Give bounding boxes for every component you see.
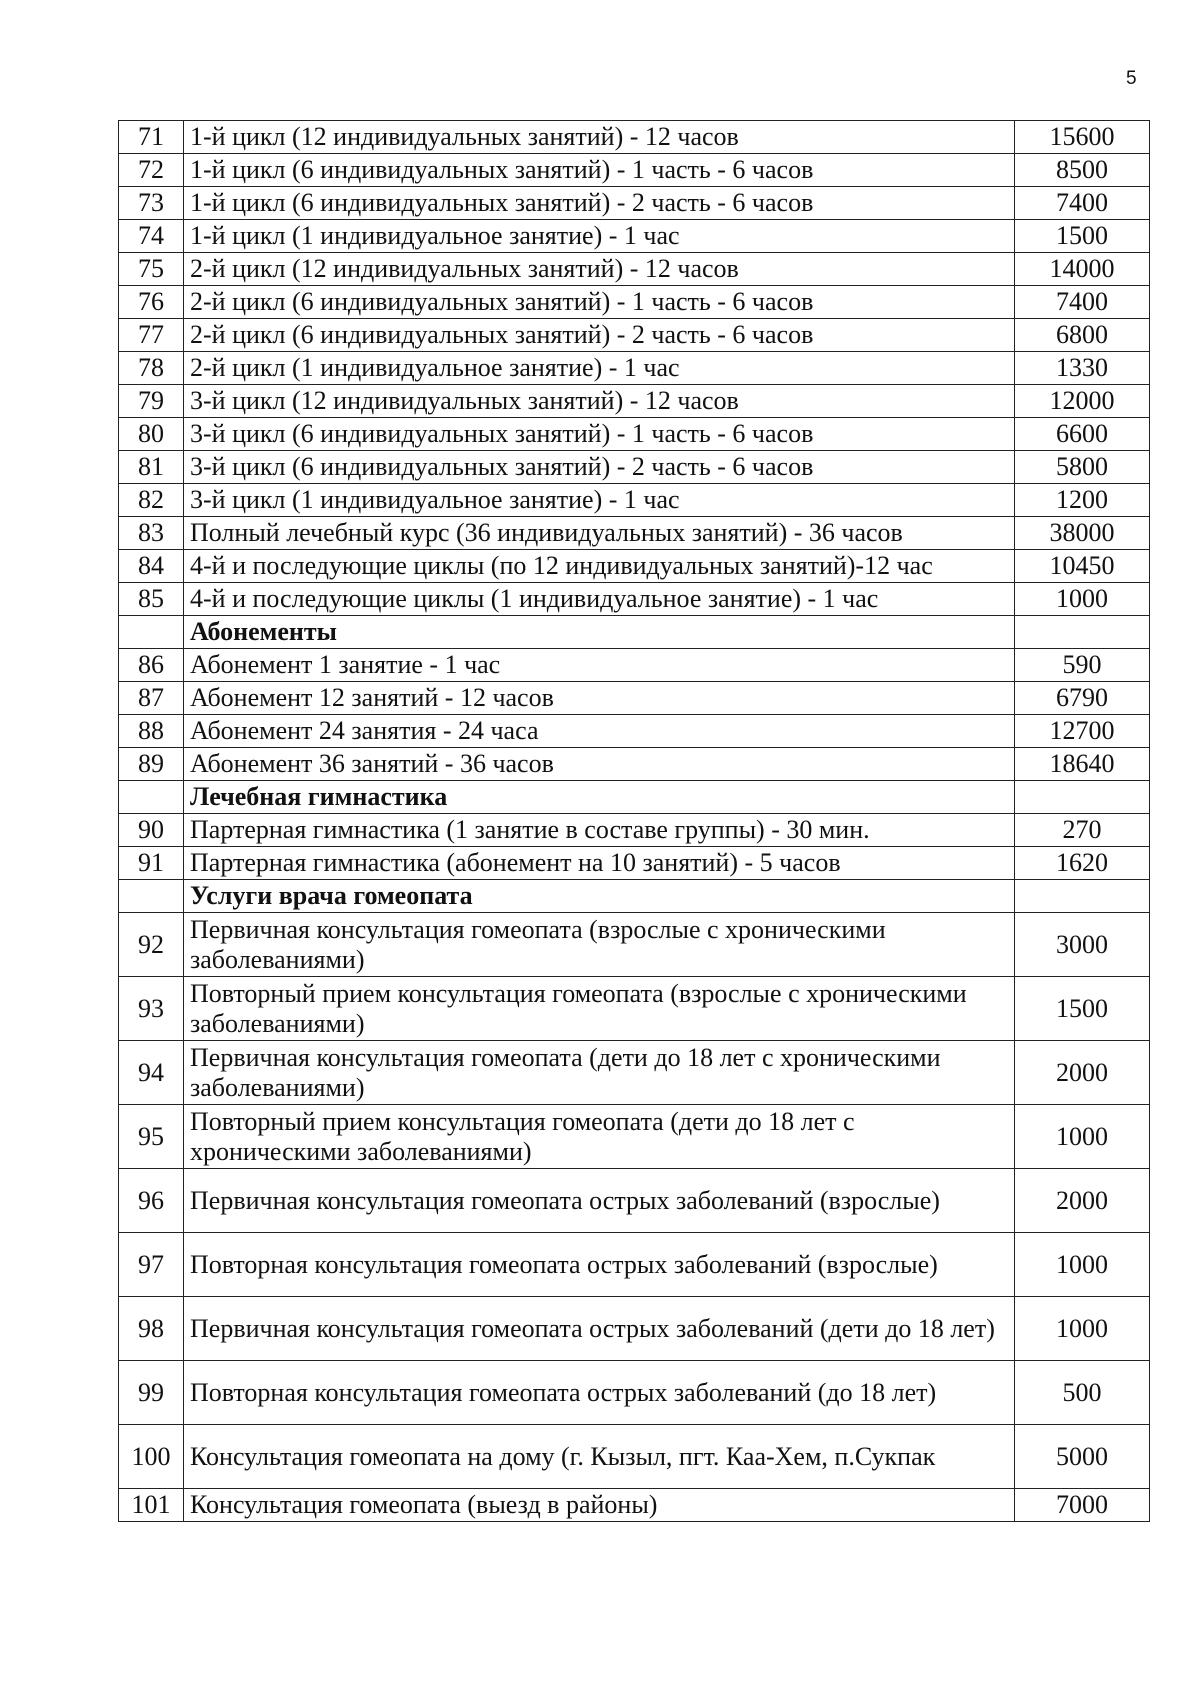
section-title: Лечебная гимнастика <box>184 781 1015 814</box>
service-name: Повторная консультация гомеопата острых заболеваний (до 18 лет) <box>184 1361 1015 1425</box>
price-table-body <box>119 121 1150 1522</box>
service-name: Консультация гомеопата (выезд в районы) <box>184 1489 1015 1522</box>
service-name: Повторный прием консультация гомеопата (дети до 18 лет с хроническими заболеваниями) <box>184 1105 1015 1169</box>
table-row <box>119 154 1150 187</box>
service-price: 1000 <box>1015 583 1150 616</box>
table-row <box>119 1361 1150 1425</box>
service-price: 2000 <box>1015 1169 1150 1233</box>
row-number: 94 <box>119 1041 184 1105</box>
service-name: 1-й цикл (6 индивидуальных занятий) - 2 часть - 6 часов <box>184 187 1015 220</box>
row-number: 81 <box>119 451 184 484</box>
row-number: 96 <box>119 1169 184 1233</box>
service-name: 2-й цикл (6 индивидуальных занятий) - 1 часть - 6 часов <box>184 286 1015 319</box>
service-name: 4-й и последующие циклы (1 индивидуальное занятие) - 1 час <box>184 583 1015 616</box>
table-row <box>119 418 1150 451</box>
section-header-row <box>119 880 1150 913</box>
service-price <box>1015 880 1150 913</box>
table-row <box>119 550 1150 583</box>
row-number: 87 <box>119 682 184 715</box>
service-name: Абонемент 36 занятий - 36 часов <box>184 748 1015 781</box>
table-row <box>119 1425 1150 1489</box>
service-name: Первичная консультация гомеопата (взрослые с хроническими заболеваниями) <box>184 913 1015 977</box>
service-price: 5800 <box>1015 451 1150 484</box>
service-price: 5000 <box>1015 1425 1150 1489</box>
table-row <box>119 977 1150 1041</box>
price-table <box>118 120 1150 1522</box>
service-name: Абонемент 24 занятия - 24 часа <box>184 715 1015 748</box>
service-price: 270 <box>1015 814 1150 847</box>
service-price: 1500 <box>1015 977 1150 1041</box>
service-price: 14000 <box>1015 253 1150 286</box>
service-price: 1000 <box>1015 1297 1150 1361</box>
row-number: 80 <box>119 418 184 451</box>
service-name: Консультация гомеопата на дому (г. Кызыл, пгт. Каа-Хем, п.Сукпак <box>184 1425 1015 1489</box>
row-number: 77 <box>119 319 184 352</box>
row-number: 76 <box>119 286 184 319</box>
row-number <box>119 880 184 913</box>
row-number <box>119 781 184 814</box>
row-number: 71 <box>119 121 184 154</box>
service-name: 2-й цикл (12 индивидуальных занятий) - 12 часов <box>184 253 1015 286</box>
row-number: 98 <box>119 1297 184 1361</box>
service-name: 1-й цикл (6 индивидуальных занятий) - 1 часть - 6 часов <box>184 154 1015 187</box>
row-number: 89 <box>119 748 184 781</box>
row-number: 92 <box>119 913 184 977</box>
service-price: 15600 <box>1015 121 1150 154</box>
service-name: Абонемент 12 занятий - 12 часов <box>184 682 1015 715</box>
table-row <box>119 1233 1150 1297</box>
service-price: 18640 <box>1015 748 1150 781</box>
service-price: 500 <box>1015 1361 1150 1425</box>
service-name: Абонемент 1 занятие - 1 час <box>184 649 1015 682</box>
service-price: 8500 <box>1015 154 1150 187</box>
service-price: 38000 <box>1015 517 1150 550</box>
table-row <box>119 715 1150 748</box>
service-price: 12700 <box>1015 715 1150 748</box>
table-row <box>119 286 1150 319</box>
table-row <box>119 847 1150 880</box>
section-header-row <box>119 616 1150 649</box>
service-price: 6790 <box>1015 682 1150 715</box>
row-number: 93 <box>119 977 184 1041</box>
row-number: 84 <box>119 550 184 583</box>
service-name: Повторная консультация гомеопата острых заболеваний (взрослые) <box>184 1233 1015 1297</box>
table-row <box>119 484 1150 517</box>
row-number: 95 <box>119 1105 184 1169</box>
service-name: 3-й цикл (1 индивидуальное занятие) - 1 час <box>184 484 1015 517</box>
table-row <box>119 187 1150 220</box>
row-number: 97 <box>119 1233 184 1297</box>
service-name: Первичная консультация гомеопата острых заболеваний (дети до 18 лет) <box>184 1297 1015 1361</box>
row-number: 79 <box>119 385 184 418</box>
service-name: 1-й цикл (12 индивидуальных занятий) - 12 часов <box>184 121 1015 154</box>
row-number: 100 <box>119 1425 184 1489</box>
table-row <box>119 1041 1150 1105</box>
table-row <box>119 121 1150 154</box>
row-number: 85 <box>119 583 184 616</box>
table-row <box>119 814 1150 847</box>
table-row <box>119 1169 1150 1233</box>
service-price: 1330 <box>1015 352 1150 385</box>
section-title: Абонементы <box>184 616 1015 649</box>
service-name: 2-й цикл (6 индивидуальных занятий) - 2 часть - 6 часов <box>184 319 1015 352</box>
service-name: Полный лечебный курс (36 индивидуальных занятий) - 36 часов <box>184 517 1015 550</box>
table-row <box>119 220 1150 253</box>
service-name: Партерная гимнастика (абонемент на 10 занятий) - 5 часов <box>184 847 1015 880</box>
service-price <box>1015 781 1150 814</box>
section-header-row <box>119 781 1150 814</box>
service-name: Первичная консультация гомеопата (дети до 18 лет с хроническими заболеваниями) <box>184 1041 1015 1105</box>
service-name: Повторный прием консультация гомеопата (взрослые с хроническими заболеваниями) <box>184 977 1015 1041</box>
table-row <box>119 1297 1150 1361</box>
service-price: 10450 <box>1015 550 1150 583</box>
service-price: 12000 <box>1015 385 1150 418</box>
service-price: 7400 <box>1015 286 1150 319</box>
row-number: 101 <box>119 1489 184 1522</box>
row-number: 90 <box>119 814 184 847</box>
service-price: 6800 <box>1015 319 1150 352</box>
page-number: 5 <box>1126 68 1137 89</box>
row-number: 91 <box>119 847 184 880</box>
table-row <box>119 385 1150 418</box>
row-number <box>119 616 184 649</box>
row-number: 72 <box>119 154 184 187</box>
service-name: 3-й цикл (6 индивидуальных занятий) - 2 часть - 6 часов <box>184 451 1015 484</box>
table-row <box>119 583 1150 616</box>
table-row <box>119 913 1150 977</box>
service-price: 1500 <box>1015 220 1150 253</box>
service-price: 6600 <box>1015 418 1150 451</box>
table-row <box>119 253 1150 286</box>
service-name: 1-й цикл (1 индивидуальное занятие) - 1 час <box>184 220 1015 253</box>
row-number: 75 <box>119 253 184 286</box>
table-row <box>119 1489 1150 1522</box>
service-name: 4-й и последующие циклы (по 12 индивидуальных занятий)-12 час <box>184 550 1015 583</box>
service-price: 3000 <box>1015 913 1150 977</box>
service-price: 1000 <box>1015 1105 1150 1169</box>
service-price: 1200 <box>1015 484 1150 517</box>
table-row <box>119 649 1150 682</box>
service-name: Партерная гимнастика (1 занятие в составе группы) - 30 мин. <box>184 814 1015 847</box>
table-row <box>119 517 1150 550</box>
service-price: 7000 <box>1015 1489 1150 1522</box>
row-number: 78 <box>119 352 184 385</box>
service-price <box>1015 616 1150 649</box>
row-number: 99 <box>119 1361 184 1425</box>
table-row <box>119 319 1150 352</box>
table-row <box>119 352 1150 385</box>
service-name: 3-й цикл (6 индивидуальных занятий) - 1 часть - 6 часов <box>184 418 1015 451</box>
row-number: 88 <box>119 715 184 748</box>
row-number: 86 <box>119 649 184 682</box>
service-name: 2-й цикл (1 индивидуальное занятие) - 1 час <box>184 352 1015 385</box>
service-price: 2000 <box>1015 1041 1150 1105</box>
row-number: 73 <box>119 187 184 220</box>
table-row <box>119 682 1150 715</box>
table-row <box>119 451 1150 484</box>
row-number: 83 <box>119 517 184 550</box>
service-price: 7400 <box>1015 187 1150 220</box>
service-price: 1620 <box>1015 847 1150 880</box>
service-name: 3-й цикл (12 индивидуальных занятий) - 12 часов <box>184 385 1015 418</box>
service-price: 590 <box>1015 649 1150 682</box>
service-name: Первичная консультация гомеопата острых заболеваний (взрослые) <box>184 1169 1015 1233</box>
row-number: 82 <box>119 484 184 517</box>
section-title: Услуги врача гомеопата <box>184 880 1015 913</box>
table-row <box>119 748 1150 781</box>
table-row <box>119 1105 1150 1169</box>
service-price: 1000 <box>1015 1233 1150 1297</box>
row-number: 74 <box>119 220 184 253</box>
